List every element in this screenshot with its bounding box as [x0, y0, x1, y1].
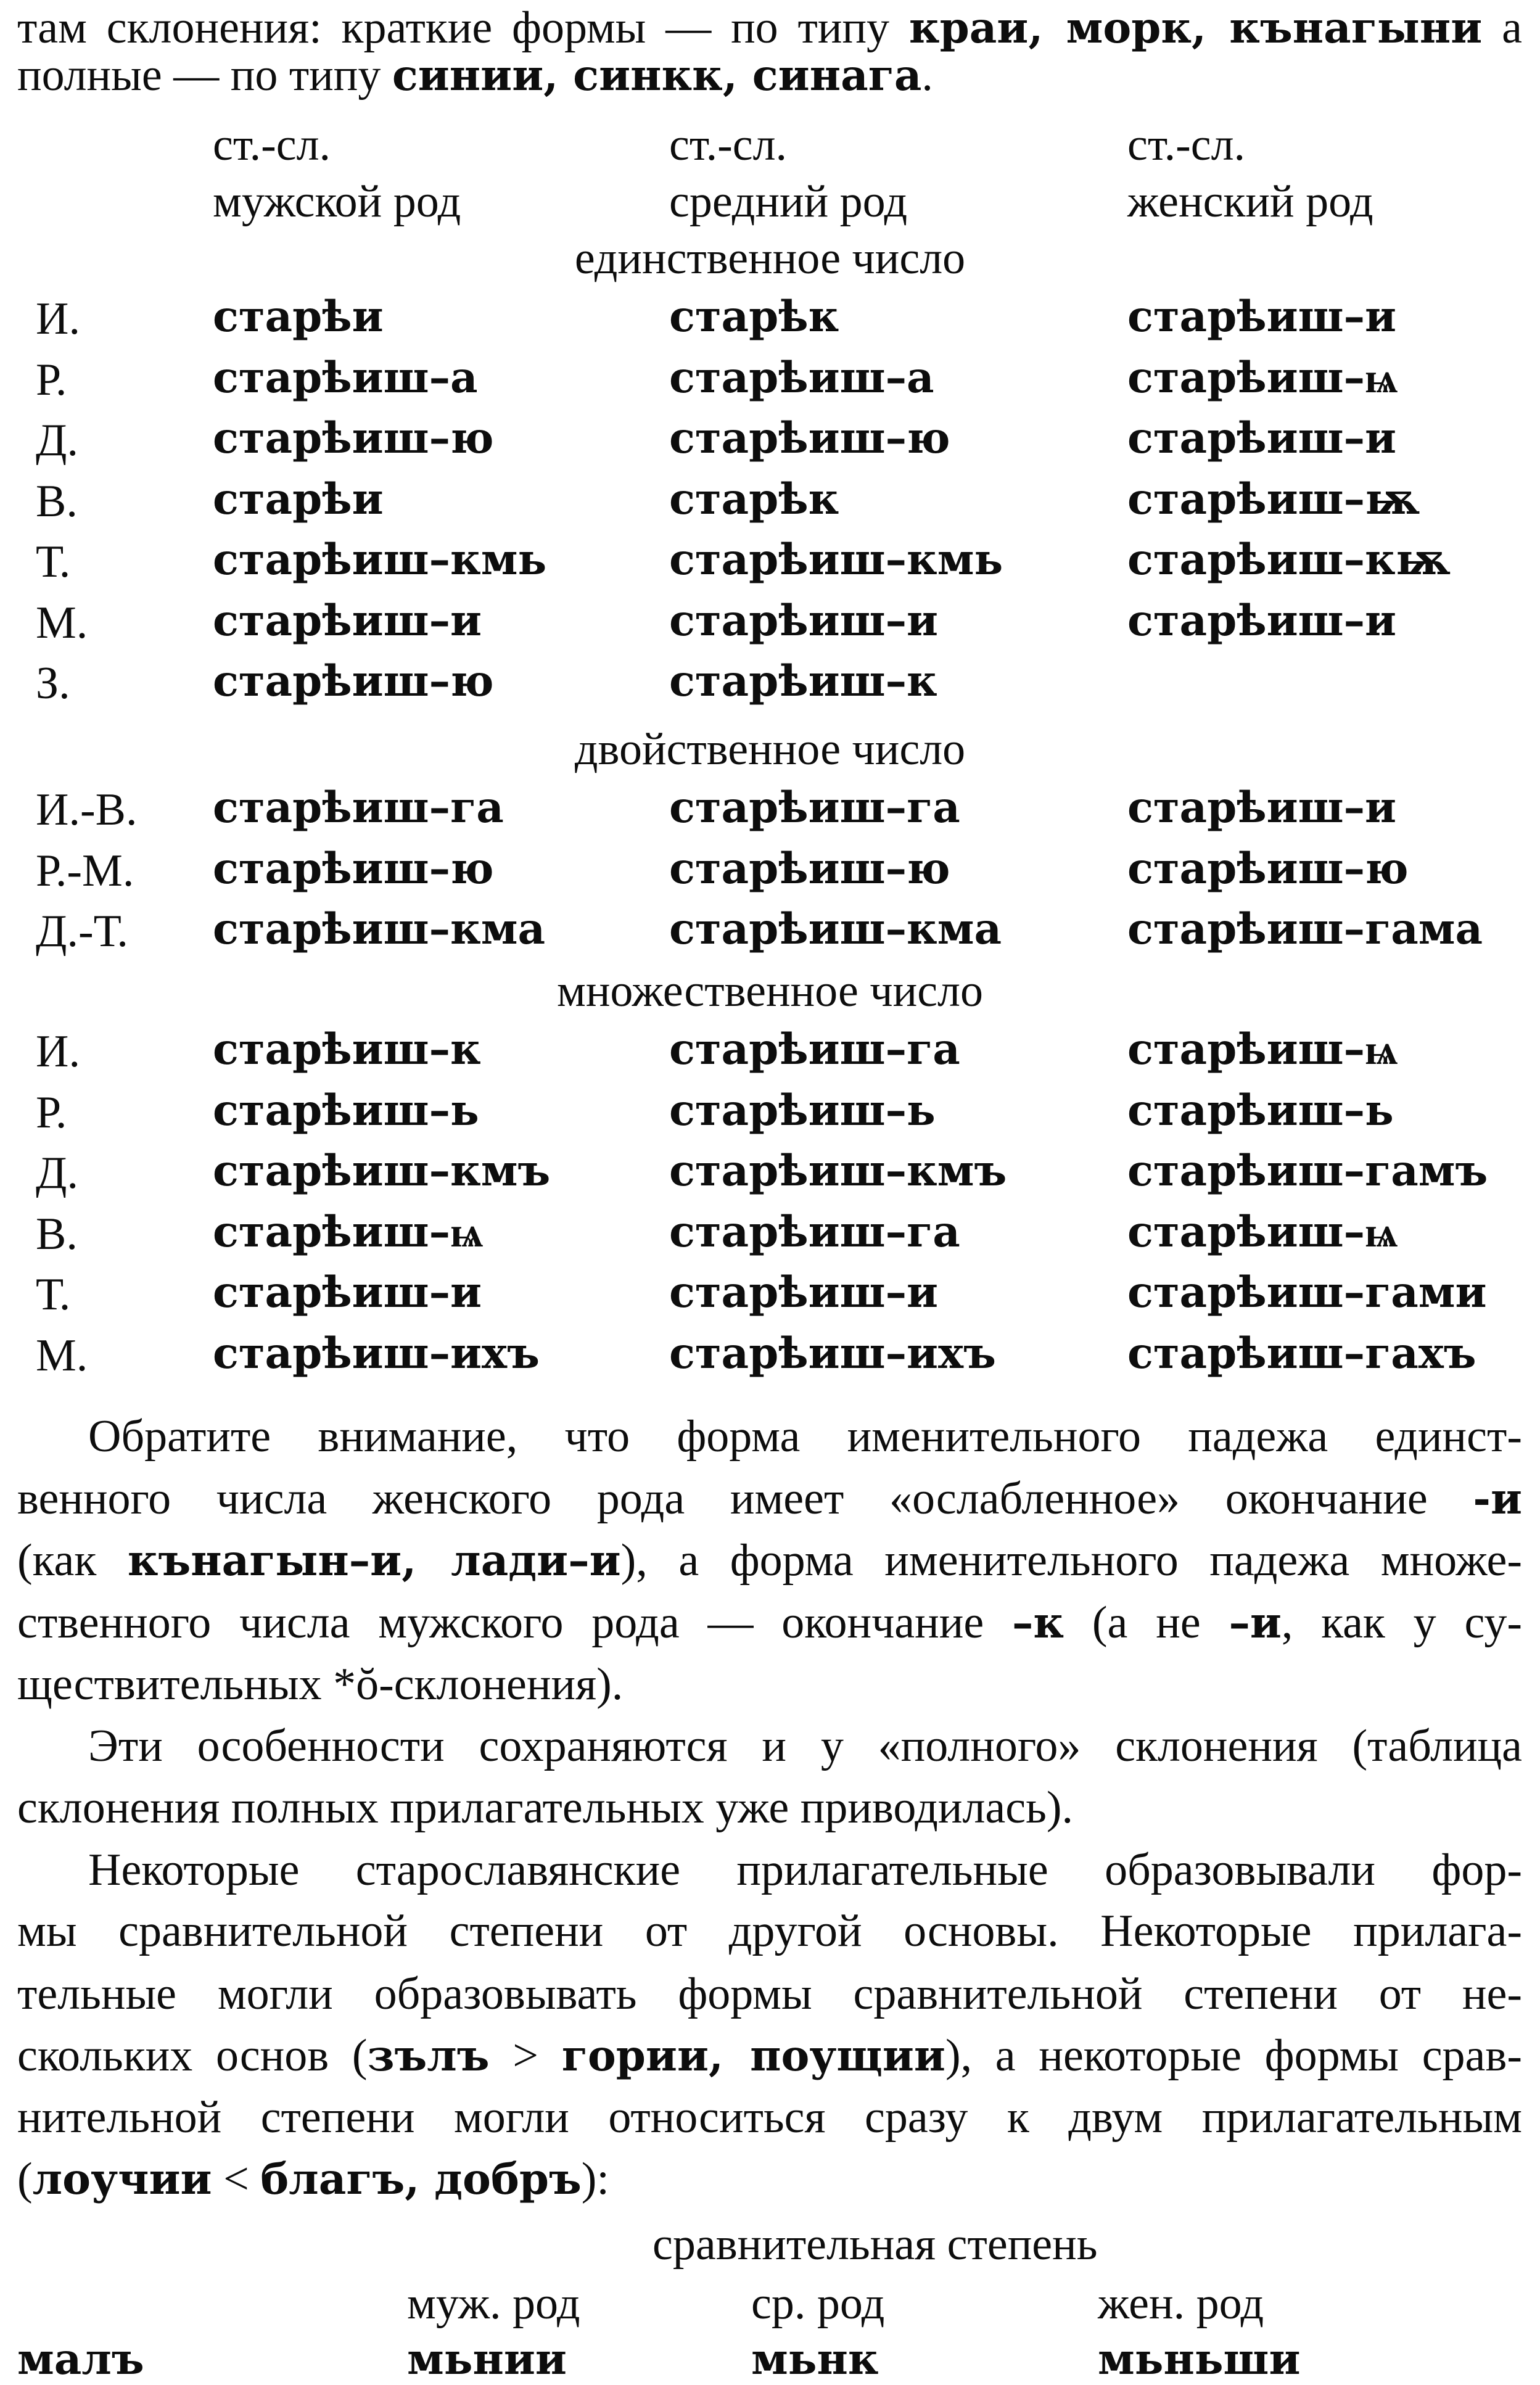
form-cell-m: старѣиш–ю [213, 656, 494, 706]
form-cell-n: старѣиш–а [669, 353, 934, 403]
case-label: М. [36, 598, 88, 648]
form-cell-n: старѣиш–ю [669, 413, 950, 463]
section-title: двойственное число [574, 724, 966, 775]
comparative-m: мьнии [407, 2334, 567, 2384]
form-cell-n: старѣиш–кмь [669, 535, 1003, 585]
paragraph-3-line-5: нительной степени могли относиться сразу к двум прилагательным [17, 2092, 1522, 2143]
form-cell-f: старѣиш–ѭ [1127, 474, 1420, 524]
church-slavonic-text: лоучии [32, 2154, 212, 2204]
church-slavonic-text: благъ, добръ [260, 2154, 582, 2204]
form-cell-f: старѣиш–и [1127, 596, 1397, 646]
form-cell-m: старѣиш–а [213, 353, 478, 403]
form-cell-f: старѣиш–кѭ [1127, 535, 1451, 585]
case-label: Р.-М. [36, 846, 134, 896]
text: там склонения: краткие формы — по типу [17, 2, 909, 53]
case-label: Д. [36, 415, 78, 466]
form-cell-m: старѣи [213, 292, 384, 342]
paragraph-2-line-2: склонения полных прилагательных уже приводилась). [17, 1782, 1074, 1833]
form-cell-f: старѣиш–ю [1127, 844, 1409, 894]
form-cell-f: старѣиш–и [1127, 783, 1397, 833]
paragraph-3-line-2: мы сравнительной степени от другой основы. Некоторые прилага- [17, 1906, 1522, 1956]
paragraph-2-line-1 [17, 1723, 1522, 1769]
section-title: единственное число [574, 233, 966, 284]
form-cell-n: старѣиш–ь [669, 1085, 936, 1135]
form-cell-m: старѣиш–ѩ [213, 1207, 484, 1257]
case-label: З. [36, 658, 70, 709]
case-label: Д.-Т. [36, 906, 128, 957]
form-cell-f: старѣиш–ѩ [1127, 1207, 1398, 1257]
case-label: Р. [36, 355, 67, 405]
intro-line-1 [17, 2, 1522, 53]
intro-line-2 [17, 50, 933, 101]
comparative-header-m: муж. род [407, 2278, 580, 2329]
form-cell-m: старѣиш–ь [213, 1085, 479, 1135]
section-title: множественное число [556, 966, 983, 1016]
comparative-base: малъ [17, 2334, 144, 2384]
form-cell-n: старѣиш–га [669, 783, 960, 833]
text: (а не [1064, 1597, 1229, 1648]
church-slavonic-text: синии, синкк, синага [392, 51, 922, 101]
form-cell-m: старѣиш–га [213, 783, 504, 833]
form-cell-f: старѣиш–ѩ [1127, 353, 1398, 403]
form-cell-n: старѣиш–кмъ [669, 1146, 1007, 1196]
form-cell-n: старѣиш–и [669, 1267, 939, 1317]
text: < [212, 2154, 261, 2204]
form-cell-f: старѣиш–и [1127, 292, 1397, 342]
form-cell-n: старѣк [669, 292, 839, 342]
text: ), а некоторые формы срав- [945, 2030, 1522, 2081]
text: Некоторые старославянские прилагательные образовывали фор- [88, 1845, 1522, 1895]
text: а [1482, 2, 1522, 53]
form-cell-m: старѣи [213, 474, 384, 524]
church-slavonic-text: краи, морк, кънагыни [908, 3, 1483, 53]
text: ), а форма именительного падежа множе- [620, 1535, 1522, 1586]
church-slavonic-text: –и [1229, 1598, 1282, 1648]
church-slavonic-text: гории, поущии [561, 2031, 945, 2081]
case-label: Т. [36, 537, 71, 587]
paragraph-1-line-1 [17, 1411, 1522, 1462]
church-slavonic-text: –к [1012, 1598, 1064, 1648]
text: Обратите внимание, что форма именительного падежа единст- [88, 1411, 1522, 1462]
paragraph-1-line-5: ществительных *ŏ-склонения). [17, 1659, 624, 1710]
text: . [921, 50, 933, 101]
form-cell-n: старѣк [669, 474, 839, 524]
header-f-lang: ст.-сл. [1127, 120, 1246, 170]
form-cell-m: старѣиш–кмъ [213, 1146, 551, 1196]
form-cell-n: старѣиш–га [669, 1024, 960, 1074]
case-label: В. [36, 476, 78, 527]
text: скольких основ ( [17, 2030, 368, 2081]
form-cell-f: старѣиш–ѩ [1127, 1024, 1398, 1074]
comparative-title: сравнительная степень [653, 2219, 1098, 2270]
paragraph-3-line-1 [17, 1847, 1522, 1893]
form-cell-n: старѣиш–кма [669, 904, 1002, 954]
paragraph-1-line-2 [17, 1473, 1522, 1524]
text: , как у су- [1281, 1597, 1522, 1648]
form-cell-m: старѣиш–ихъ [213, 1328, 540, 1378]
form-cell-f: старѣиш–гами [1127, 1267, 1487, 1317]
text: ственного числа мужского рода — окончание [17, 1597, 1012, 1648]
form-cell-m: старѣиш–и [213, 1267, 482, 1317]
header-masculine: мужской род [213, 176, 461, 227]
form-cell-n: старѣиш–га [669, 1207, 960, 1257]
church-slavonic-text: кънагын–и, лади–и [127, 1536, 621, 1586]
text: > [489, 2030, 562, 2081]
form-cell-m: старѣиш–кма [213, 904, 546, 954]
comparative-n: мьнк [751, 2334, 879, 2384]
church-slavonic-text: зълъ [367, 2031, 490, 2081]
form-cell-m: старѣиш–кмь [213, 535, 547, 585]
header-feminine: женский род [1127, 176, 1373, 227]
paragraph-3-line-4 [17, 2030, 1522, 2081]
text: (как [17, 1535, 128, 1586]
case-label: М. [36, 1330, 88, 1381]
comparative-header-n: ср. род [751, 2278, 885, 2329]
case-label: И.-В. [36, 785, 138, 835]
form-cell-n: старѣиш–ихъ [669, 1328, 996, 1378]
form-cell-m: старѣиш–ю [213, 844, 494, 894]
header-m-lang: ст.-сл. [213, 120, 331, 170]
case-label: И. [36, 1026, 80, 1077]
case-label: Т. [36, 1269, 71, 1320]
comparative-f: мьньши [1098, 2334, 1301, 2384]
paragraph-3-line-3: тельные могли образовывать формы сравнительной степени от не- [17, 1969, 1522, 2019]
header-neuter: средний род [669, 176, 908, 227]
form-cell-m: старѣиш–к [213, 1024, 481, 1074]
paragraph-1-line-4 [17, 1597, 1522, 1648]
form-cell-n: старѣиш–и [669, 596, 939, 646]
text: ): [581, 2154, 609, 2204]
form-cell-f: старѣиш–гахъ [1127, 1328, 1476, 1378]
case-label: И. [36, 294, 80, 344]
form-cell-f: старѣиш–ь [1127, 1085, 1394, 1135]
form-cell-m: старѣиш–и [213, 596, 482, 646]
text: ( [17, 2154, 33, 2204]
form-cell-n: старѣиш–к [669, 656, 937, 706]
text: Эти особенности сохраняются и у «полного» склонения (таблица [88, 1721, 1522, 1771]
paragraph-3-line-6 [17, 2156, 609, 2202]
form-cell-f: старѣиш–гама [1127, 904, 1483, 954]
comparative-header-f: жен. род [1098, 2278, 1264, 2329]
case-label: В. [36, 1209, 78, 1259]
case-label: Р. [36, 1087, 67, 1138]
header-n-lang: ст.-сл. [669, 120, 788, 170]
text: полные — по типу [17, 50, 392, 101]
text: венного числа женского рода имеет «ослабленное» окончание [17, 1473, 1473, 1524]
form-cell-m: старѣиш–ю [213, 413, 494, 463]
church-slavonic-text: -и [1473, 1474, 1522, 1524]
paragraph-1-line-3 [17, 1535, 1522, 1586]
form-cell-n: старѣиш–ю [669, 844, 950, 894]
form-cell-f: старѣиш–и [1127, 413, 1397, 463]
case-label: Д. [36, 1148, 78, 1198]
form-cell-f: старѣиш–гамъ [1127, 1146, 1488, 1196]
